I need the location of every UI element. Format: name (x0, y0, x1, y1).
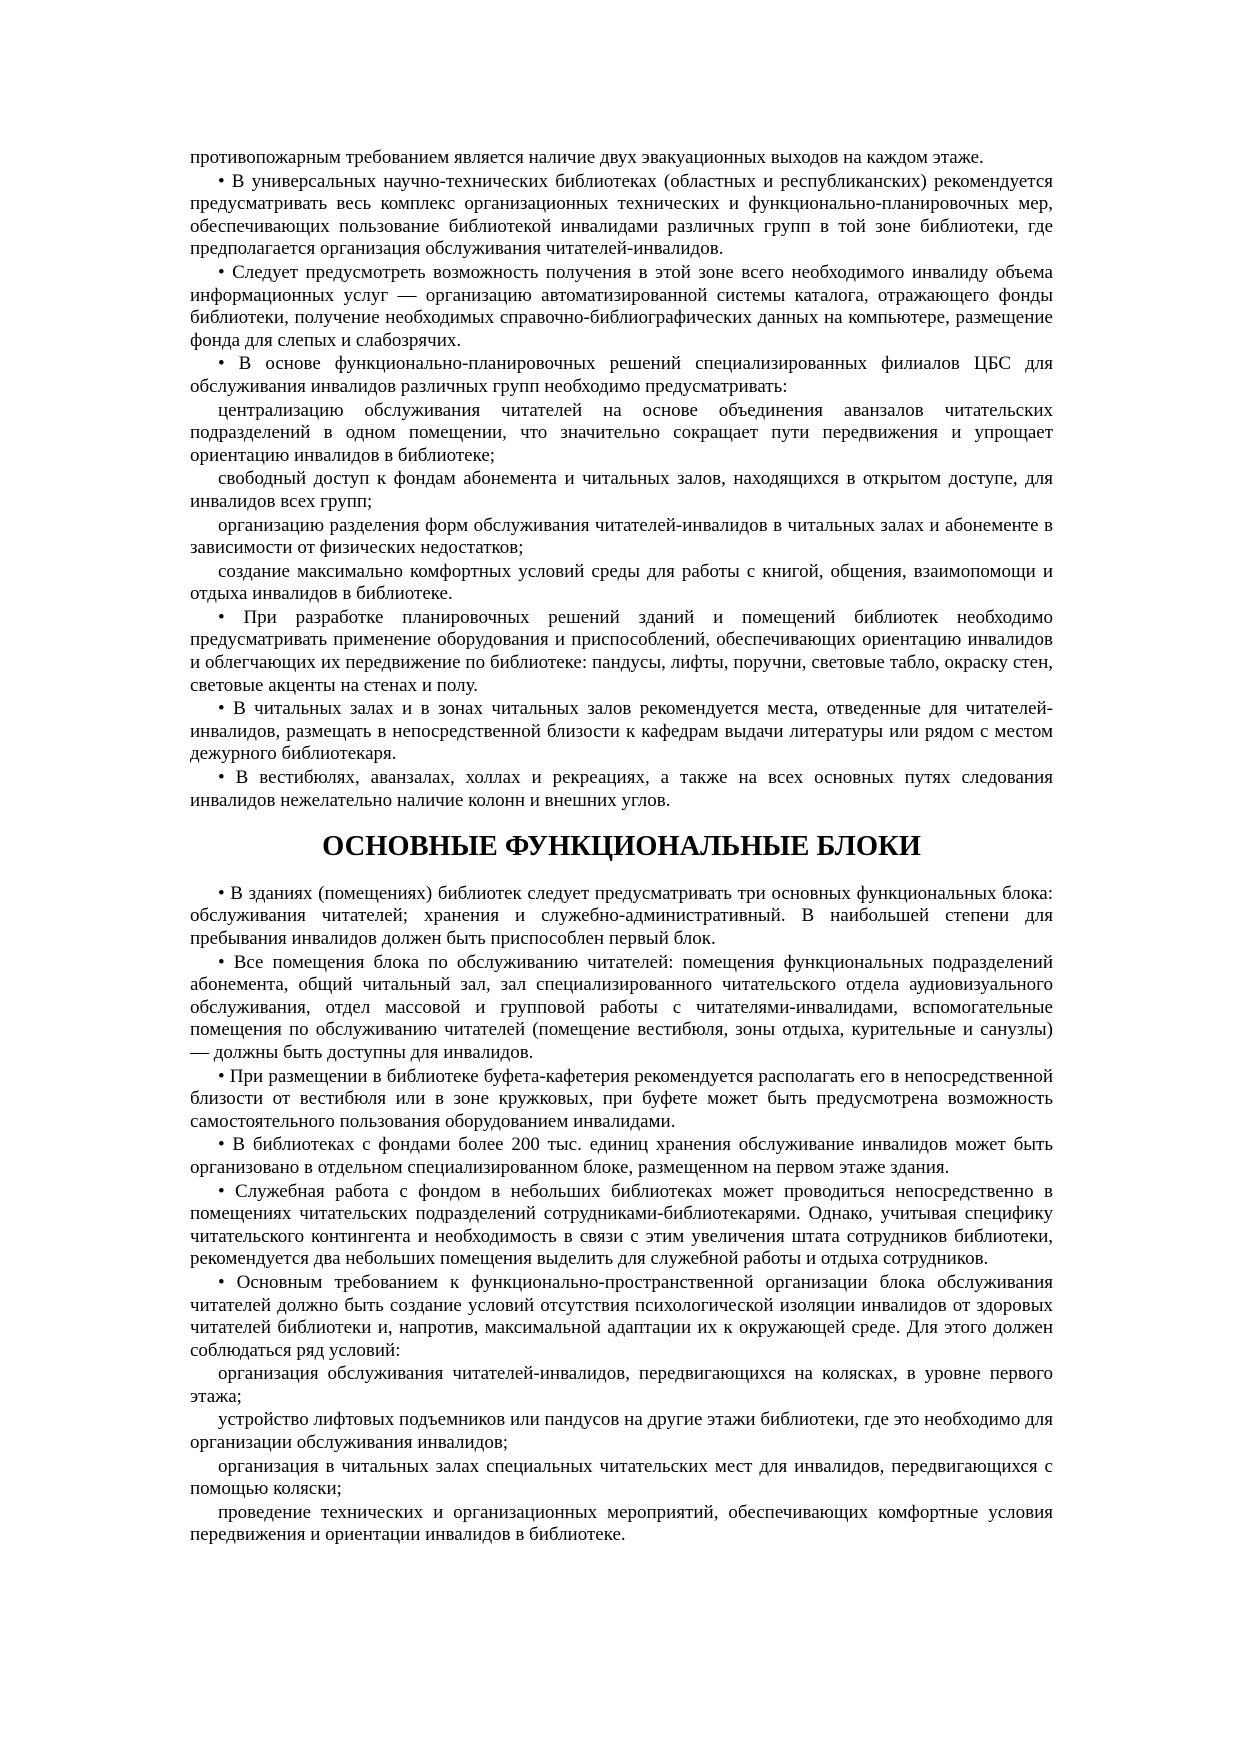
paragraph-universal-libraries: • В универсальных научно-технических библиотеках (областных и республиканских) рекомендуется предусматривать весь комплекс организационных технических и функционально-планировочных мер, обеспечивающих пользование библиотекой инвалидами различных групп в той зоне библиотеки, где предполагается организация обслуживания читателей-инвалидов. (190, 170, 1053, 260)
paragraph-cbs-branches: • В основе функционально-планировочных решений специализированных филиалов ЦБС для обслуживания инвалидов различных групп необходимо предусматривать: (190, 353, 1053, 397)
paragraph-staff-work: • Служебная работа с фондом в небольших библиотеках может проводиться непосредственно в помещениях читательских подразделений сотрудниками-библиотекарями. Однако, учитывая специфику читательского контингента и необходимость в связи с этим увеличения штата сотрудников библиотеки, рекомендуется два небольших помещения выделить для служебной работы и отдыха сотрудников. (190, 1180, 1053, 1270)
paragraph-fire-safety-continuation: противопожарным требованием является наличие двух эвакуационных выходов на каждом этаже. (190, 147, 984, 168)
paragraph-no-isolation: • Основным требованием к функционально-пространственной организации блока обслуживания читателей должно быть создание условий отсутствия психологической изоляции инвалидов от здоровых читателей библиотеки и, напротив, максимальной адаптации их к окружающей среде. Для этого должен соблюдаться ряд условий: (190, 1271, 1053, 1361)
paragraph-reader-service-rooms: • Все помещения блока по обслуживанию читателей: помещения функциональных подразделений абонемента, общий читальный зал, зал специализированного читательского отдела аудиовизуального обслуживания, отдел массовой и групповой работы с читателями-инвалидами, вспомогательные помещения по обслуживанию читателей (помещение вестибюля, зоны отдыха, курительные и санузлы) — должны быть доступны для инвалидов. (190, 951, 1053, 1063)
section-functional-blocks (190, 883, 1053, 1547)
paragraph-lifts-ramps: устройство лифтовых подъемников или пандусов на другие этажи библиотеки, где это необходимо для организации обслуживания инвалидов; (190, 1409, 1053, 1454)
paragraph-comfortable-conditions: создание максимально комфортных условий среды для работы с книгой, общения, взаимопомощи и отдыха инвалидов в библиотеке. (190, 560, 1053, 605)
paragraph-technical-measures: проведение технических и организационных мероприятий, обеспечивающих комфортные условия передвижения и ориентации инвалидов в библиотеке. (190, 1501, 1053, 1546)
paragraph-centralization: централизацию обслуживания читателей на основе объединения аванзалов читательских подразделений в одном помещении, что значительно сокращает пути передвижения и упрощает ориентацию инвалидов в библиотеке; (190, 399, 1053, 466)
paragraph-large-libraries: • В библиотеках с фондами более 200 тыс. единиц хранения обслуживание инвалидов может быть организовано в отдельном специализированном блоке, размещенном на первом этаже здания. (190, 1134, 1053, 1178)
paragraph-service-forms: организацию разделения форм обслуживания читателей-инвалидов в читальных залах и абонементе в зависимости от физических недостатков; (190, 514, 1053, 559)
paragraph-reading-rooms: • В читальных залах и в зонах читальных залов рекомендуется места, отведенные для читателей-инвалидов, размещать в непосредственной близости к кафедрам выдачи литературы или рядом с местом дежурного библиотекаря. (190, 698, 1053, 765)
paragraph-information-services: • Следует предусмотреть возможность получения в этой зоне всего необходимого инвалиду объема информационных услуг — организацию автоматизированной системы каталога, отражающего фонды библиотеки, получение необходимых справочно-библиографических данных на компьютере, размещение фонда для слепых и слабозрячих. (190, 261, 1053, 351)
paragraph-wheelchair-first-floor: организация обслуживания читателей-инвалидов, передвигающихся на колясках, в уровне первого этажа; (190, 1363, 1053, 1407)
document-page (190, 147, 1053, 1547)
paragraph-three-blocks: • В зданиях (помещениях) библиотек следует предусматривать три основных функциональных блока: обслуживания читателей; хранения и служебно-административный. В наибольшей степени для пребывания инвалидов должен быть приспособлен первый блок. (190, 882, 1053, 949)
paragraph-special-seats: организация в читальных залах специальных читательских мест для инвалидов, передвигающихся с помощью коляски; (190, 1455, 1053, 1500)
paragraph-free-access: свободный доступ к фондам абонемента и читальных залов, находящихся в открытом доступе, для инвалидов всех групп; (190, 468, 1053, 512)
paragraph-lobbies: • В вестибюлях, аванзалах, холлах и рекреациях, а также на всех основных путях следования инвалидов нежелательно наличие колонн и внешних углов. (190, 767, 1053, 811)
paragraph-planning-equipment: • При разработке планировочных решений зданий и помещений библиотек необходимо предусматривать применение оборудования и приспособлений, обеспечивающих ориентацию инвалидов и облегчающих их передвижение по библиотеке: пандусы, лифты, поручни, световые табло, окраску стен, световые акценты на стенах и полу. (190, 606, 1053, 696)
section-accessibility-requirements (190, 147, 1053, 812)
section-heading: ОСНОВНЫЕ ФУНКЦИОНАЛЬНЫЕ БЛОКИ (322, 831, 921, 863)
paragraph-buffet: • При размещении в библиотеке буфета-кафетерия рекомендуется располагать его в непосредственной близости от вестибюля или в зоне кружковых, при буфете может быть предусмотрена возможность самостоятельного пользования оборудованием инвалидами. (190, 1065, 1053, 1132)
